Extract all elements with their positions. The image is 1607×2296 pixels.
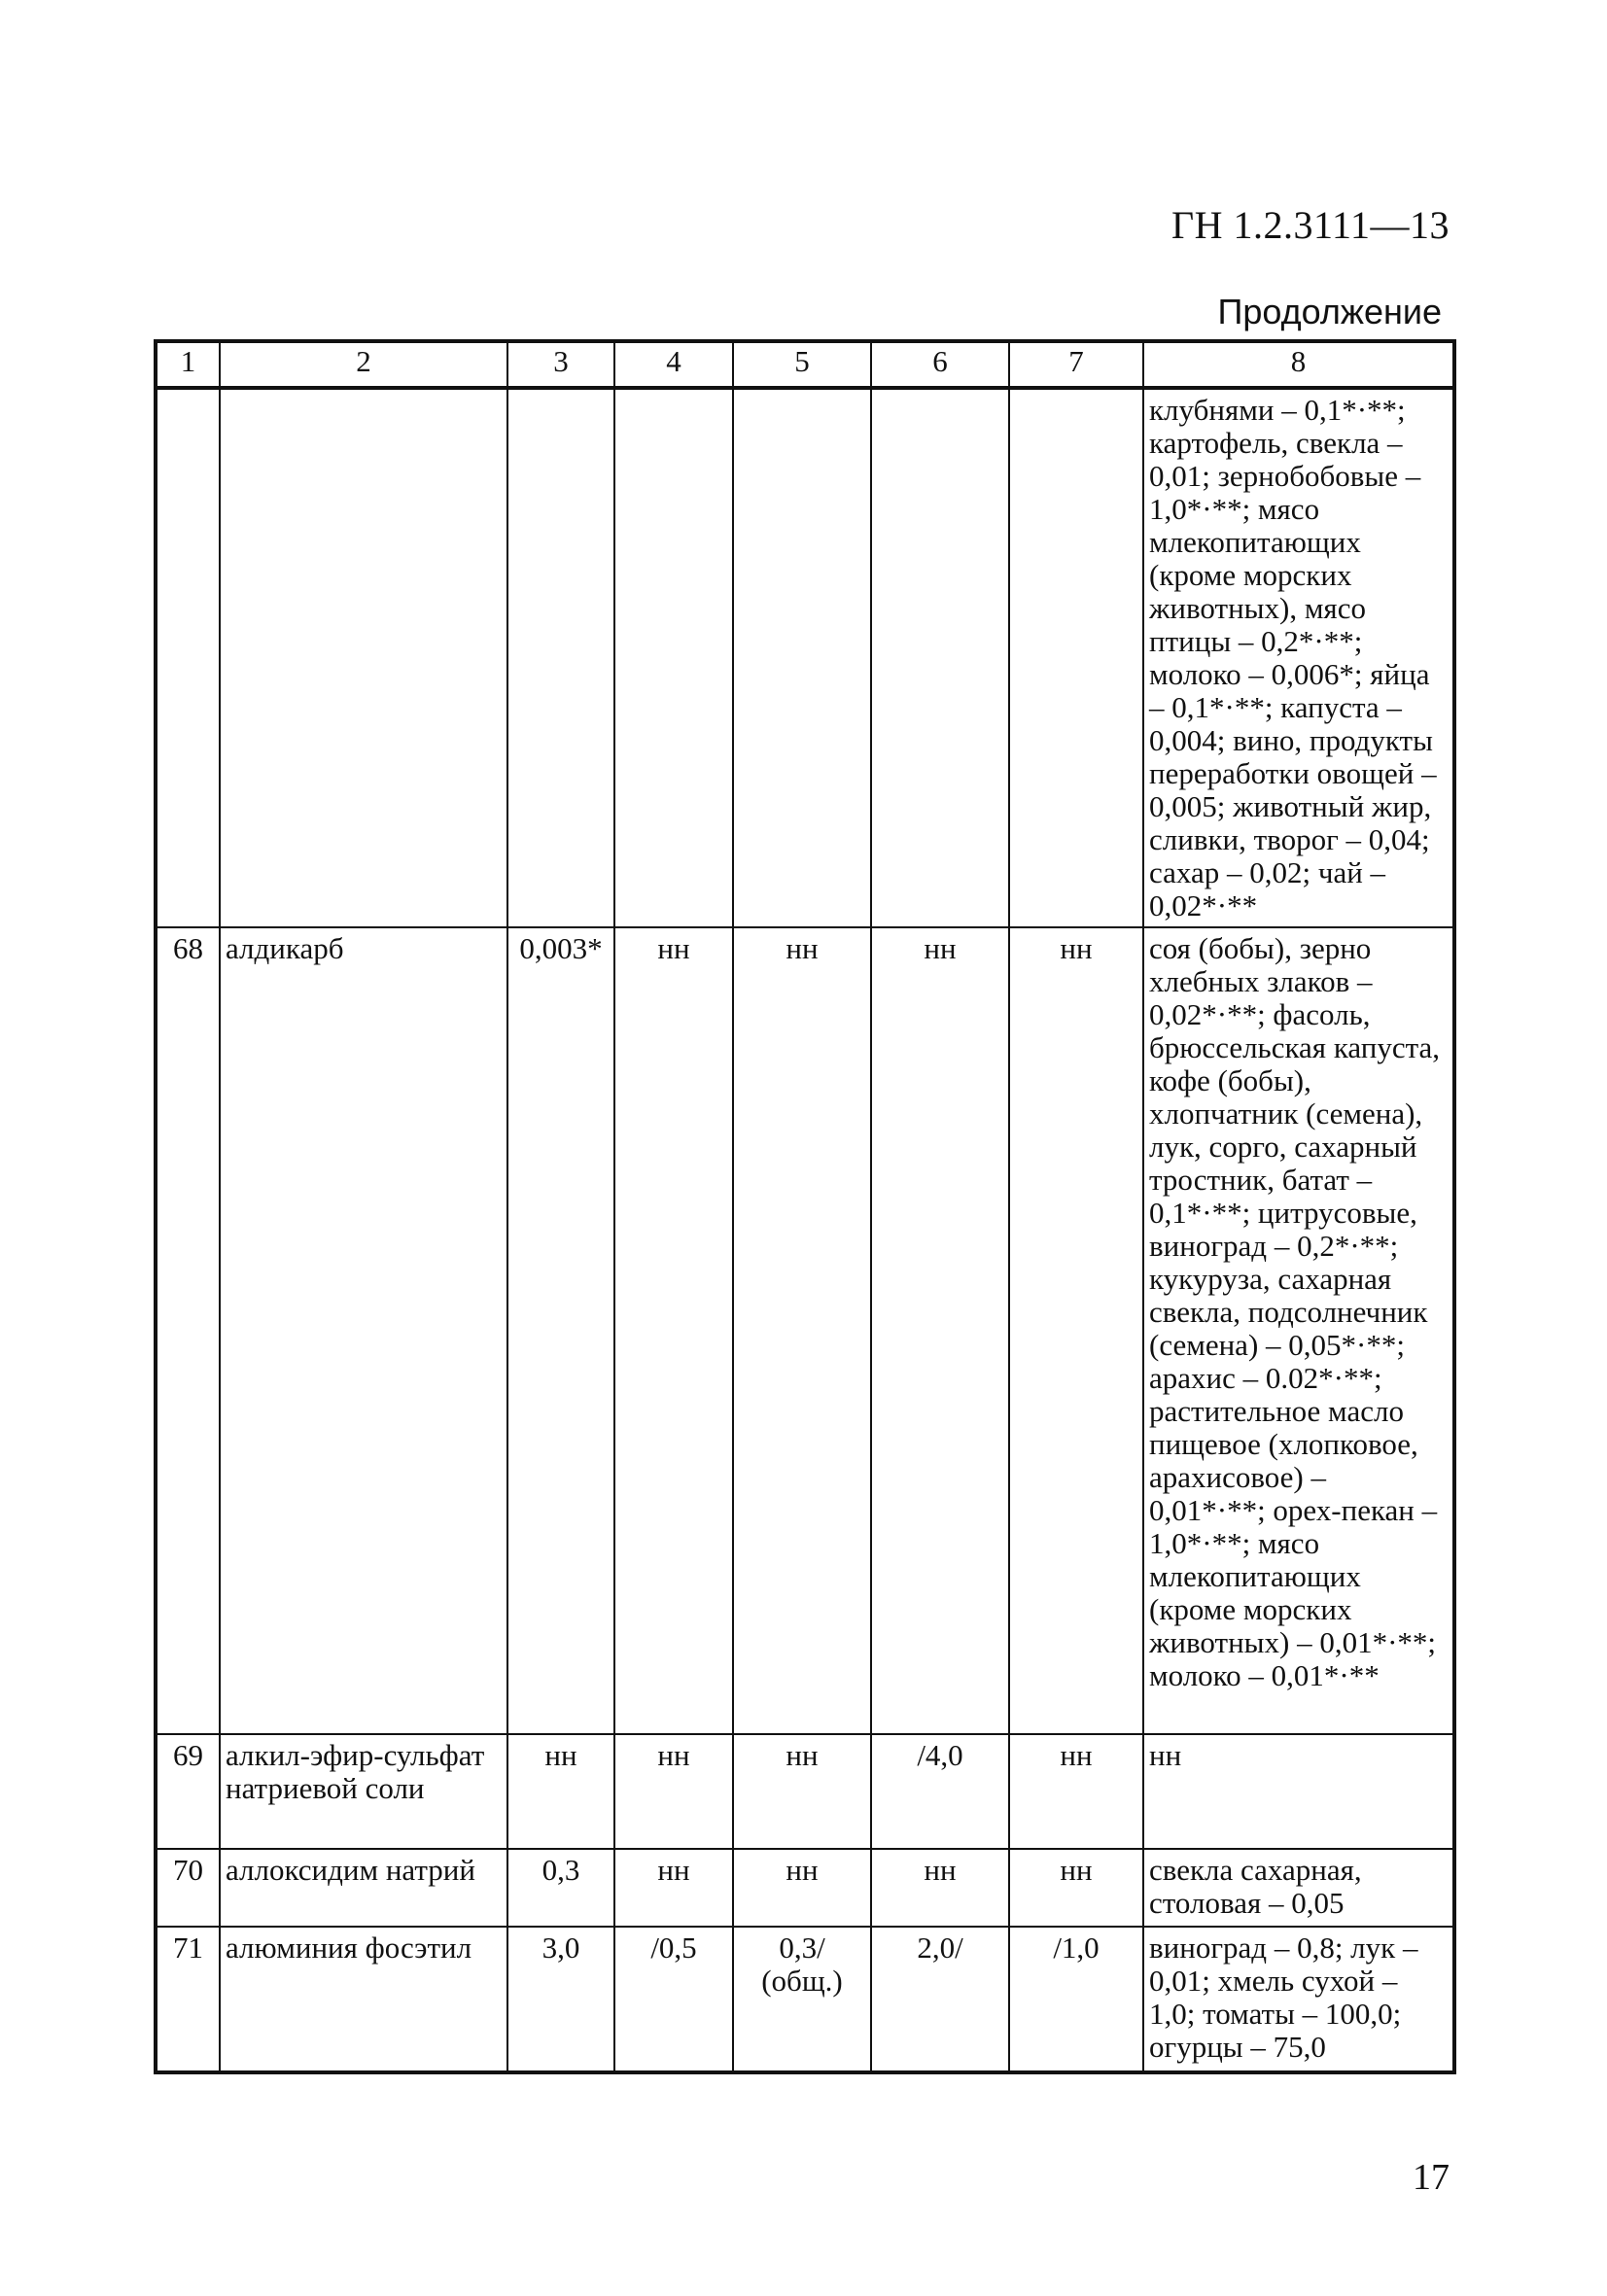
cell-col-5: нн [733,1849,871,1927]
column-header-7: 7 [1009,341,1143,388]
cell-col-3: 3,0 [507,1927,614,2072]
cell-col-4: нн [614,1849,733,1927]
row-number: 70 [156,1849,220,1927]
header-row [156,341,1454,388]
cell-col-7: /1,0 [1009,1927,1143,2072]
food-products-cell: соя (бобы), зерно хлебных злаков – 0,02*·**; фасоль, брюссельская капуста, кофе (бобы), хлопчатник (семена), лук, сорго, сахарный тростник, батат – 0,1*·**; цитрусовые, виноград – 0,2*·**; кукуруза, сахарная свекла, подсолнечник (семена) – 0,05*·**; арахис – 0.02*·**; растительное масло пищевое (хлопковое, арахисовое) – 0,01*·**; орех-пекан – 1,0*·**; мясо млекопитающих (кроме морских животных) – 0,01*·**; молоко – 0,01*·** [1143,927,1454,1734]
substance-name: алдикарб [220,927,507,1734]
cell-col-3: 0,003* [507,927,614,1734]
row-number: 68 [156,927,220,1734]
cell-col-4: нн [614,927,733,1734]
cell-col-4 [614,388,733,927]
column-header-2: 2 [220,341,507,388]
column-header-5: 5 [733,341,871,388]
column-header-4: 4 [614,341,733,388]
cell-col-5: нн [733,1734,871,1849]
cell-col-7: нн [1009,927,1143,1734]
document-code: ГН 1.2.3111—13 [1170,203,1450,247]
substance-name: аллоксидим натрий [220,1849,507,1927]
substance-name: алюминия фосэтил [220,1927,507,2072]
food-products-cell: клубнями – 0,1*·**; картофель, свекла – 0,01; зернобобовые – 1,0*·**; мясо млекопитающих (кроме морских животных), мясо птицы – 0,2*·**; молоко – 0,006*; яйца – 0,1*·**; капуста – 0,004; вино, продукты переработки овощей – 0,005; животный жир, сливки, творог – 0,04; сахар – 0,02; чай – 0,02*·** [1143,388,1454,927]
row-number: 71 [156,1927,220,2072]
column-header-1: 1 [156,341,220,388]
row-number: 69 [156,1734,220,1849]
cell-col-5 [733,388,871,927]
column-header-3: 3 [507,341,614,388]
continuation-label: Продолжение [1217,292,1442,331]
food-products-cell: нн [1143,1734,1454,1849]
table-row [156,1849,1454,1927]
cell-col-6 [871,388,1009,927]
cell-col-7: нн [1009,1849,1143,1927]
column-header-8: 8 [1143,341,1454,388]
table-row [156,1734,1454,1849]
hygiene-norms-table [154,339,1456,2074]
cell-col-6: нн [871,1849,1009,1927]
table-row [156,388,1454,927]
cell-col-3: нн [507,1734,614,1849]
cell-col-7: нн [1009,1734,1143,1849]
row-number [156,388,220,927]
cell-col-4: /0,5 [614,1927,733,2072]
cell-col-3: 0,3 [507,1849,614,1927]
table-header [156,341,1454,388]
substance-name [220,388,507,927]
table-row [156,927,1454,1734]
cell-col-3 [507,388,614,927]
food-products-cell: свекла сахарная, столовая – 0,05 [1143,1849,1454,1927]
page-number: 17 [1413,2157,1450,2198]
cell-col-6: 2,0/ [871,1927,1009,2072]
cell-col-6: /4,0 [871,1734,1009,1849]
substance-name: алкил-эфир-сульфат натриевой соли [220,1734,507,1849]
cell-col-7 [1009,388,1143,927]
column-header-6: 6 [871,341,1009,388]
cell-col-5: 0,3/ (общ.) [733,1927,871,2072]
food-products-cell: виноград – 0,8; лук – 0,01; хмель сухой – 1,0; томаты – 100,0; огурцы – 75,0 [1143,1927,1454,2072]
cell-col-5: нн [733,927,871,1734]
cell-col-6: нн [871,927,1009,1734]
table-row [156,1927,1454,2072]
cell-col-4: нн [614,1734,733,1849]
table-body [156,388,1454,2072]
